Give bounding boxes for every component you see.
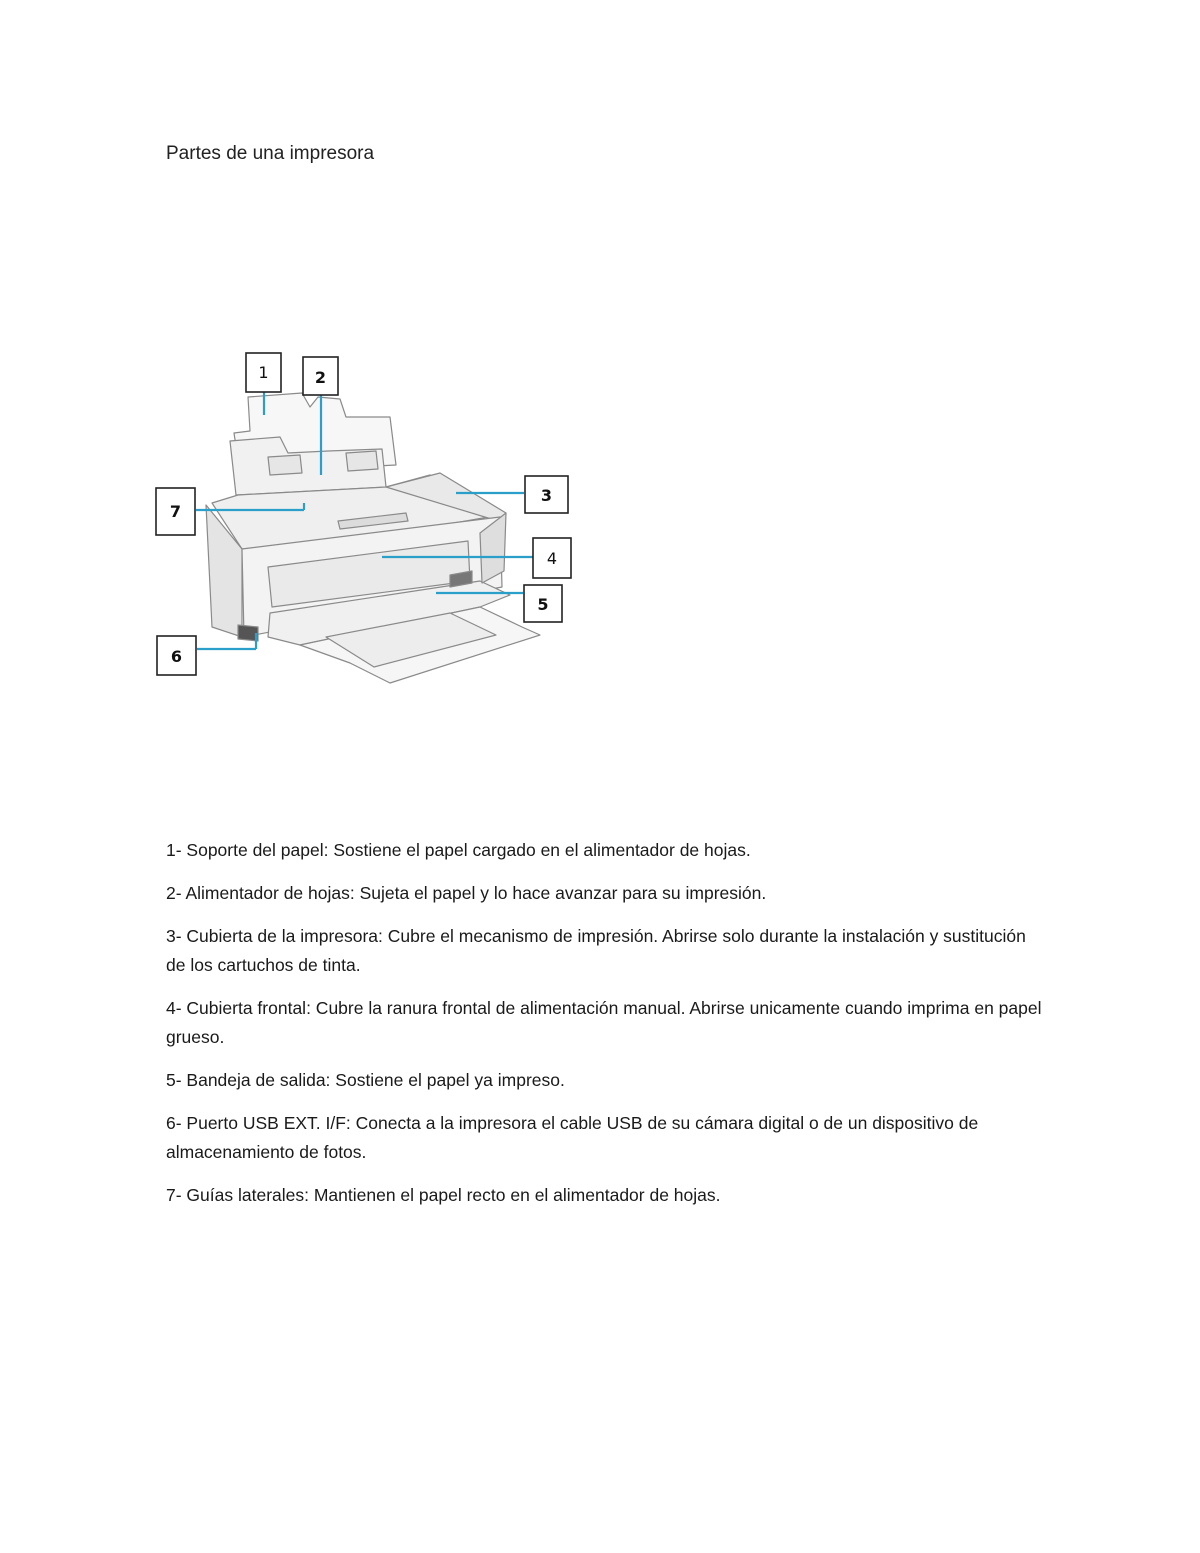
parts-description-list: [166, 836, 1046, 1224]
description-item-3: 3- Cubierta de la impresora: Cubre el mecanismo de impresión. Abrirse solo durante la instalación y sustitución de los cartuchos de tinta.: [166, 926, 1026, 975]
description-item-7: 7- Guías laterales: Mantienen el papel recto en el alimentador de hojas.: [166, 1185, 721, 1205]
callout-label-6: 6: [170, 647, 183, 666]
description-item-2: 2- Alimentador de hojas: Sujeta el papel y lo hace avanzar para su impresión.: [166, 883, 767, 903]
callout-label-2: 2: [314, 368, 327, 387]
callout-label-5: 5: [537, 595, 549, 614]
page-title: Partes de una impresora: [166, 143, 375, 164]
callout-label-1: 1: [258, 363, 269, 382]
description-item-5: 5- Bandeja de salida: Sostiene el papel ya impreso.: [166, 1070, 565, 1090]
callout-label-3: 3: [540, 486, 553, 505]
callout-label-4: 4: [546, 549, 558, 568]
description-item-4: 4- Cubierta frontal: Cubre la ranura frontal de alimentación manual. Abrirse unicamente cuando imprima en papel grueso.: [166, 998, 1042, 1047]
printer-illustration: [150, 345, 580, 705]
description-item-1: 1- Soporte del papel: Sostiene el papel cargado en el alimentador de hojas.: [166, 840, 751, 860]
description-item-6: 6- Puerto USB EXT. I/F: Conecta a la impresora el cable USB de su cámara digital o de un dispositivo de almacenamiento de fotos.: [166, 1113, 979, 1162]
printer-diagram: [150, 345, 580, 705]
callout-label-7: 7: [169, 502, 182, 521]
